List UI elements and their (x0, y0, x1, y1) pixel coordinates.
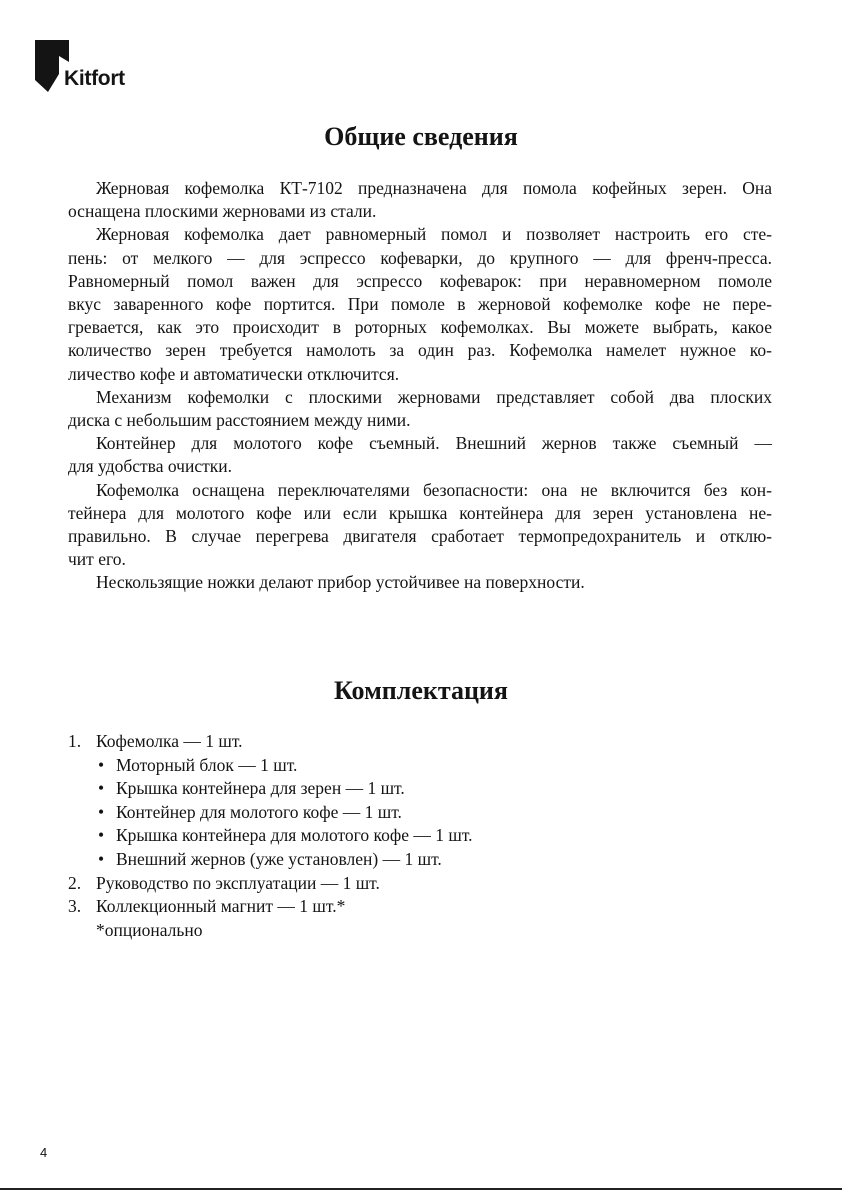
kit-subitem (68, 777, 772, 801)
brand-logo (35, 40, 155, 96)
kit-list (68, 730, 772, 942)
paragraph-line: Механизм кофемолки с плоскими жерновами представляет собой два плоских (96, 386, 772, 407)
paragraph-line: оснащена плоскими жерновами из стали. (68, 201, 377, 222)
item-text: Моторный блок — 1 шт. (116, 754, 298, 775)
paragraph-line: Нескользящие ножки делают прибор устойчивее на поверхности. (96, 572, 585, 593)
bottom-rule (0, 1188, 842, 1190)
paragraph-line: пень: от мелкого — для эспрессо кофеварки, до крупного — для френч-пресса. (68, 247, 772, 268)
kit-item (68, 872, 772, 896)
paragraph-line: чит его. (68, 549, 126, 570)
paragraph-line: вкус заваренного кофе портится. При помоле в жерновой кофемолке кофе не пере- (68, 294, 772, 315)
paragraph (68, 223, 772, 385)
item-text: Внешний жернов (уже установлен) — 1 шт. (116, 848, 442, 869)
kit-subitem (68, 801, 772, 825)
kit-subitem (68, 848, 772, 872)
brand-name: Kitfort (64, 67, 125, 90)
item-text: Руководство по эксплуатации — 1 шт. (96, 872, 380, 893)
paragraph (68, 432, 772, 478)
kit-item (68, 895, 772, 919)
paragraph-line: Контейнер для молотого кофе съемный. Внешний жернов также съемный — (96, 433, 772, 454)
item-text: Кофемолка — 1 шт. (96, 731, 243, 751)
paragraph-line: Равномерный помол важен для эспрессо кофеварок: при неравномерном помоле (68, 270, 772, 291)
paragraph (68, 479, 772, 572)
general-body (68, 177, 772, 595)
item-number: 3. (68, 896, 82, 917)
paragraph-line: количество зерен требуется намолоть за один раз. Кофемолка намелет нужное ко- (68, 340, 772, 361)
paragraph-line: Кофемолка оснащена переключателями безопасности: она не включится без кон- (96, 479, 772, 500)
item-text: Крышка контейнера для молотого кофе — 1 шт. (116, 825, 473, 846)
paragraph-line: гревается, как это происходит в роторных кофемолках. Вы можете выбрать, какое (68, 317, 772, 338)
paragraph-line: Жерновая кофемолка КТ-7102 предназначена для помола кофейных зерен. Она (96, 178, 772, 198)
item-text: Контейнер для молотого кофе — 1 шт. (116, 801, 402, 822)
bullet-icon: • (98, 825, 105, 846)
item-text: Коллекционный магнит — 1 шт.* (96, 896, 346, 917)
paragraph-line: личество кофе и автоматически отключится. (68, 363, 400, 384)
kit-subitem (68, 824, 772, 848)
optional-note: *опционально (96, 919, 203, 940)
item-text: Крышка контейнера для зерен — 1 шт. (116, 778, 405, 799)
section-title-general: Общие сведения (324, 122, 518, 151)
item-number: 1. (68, 731, 82, 751)
bullet-icon: • (98, 801, 105, 822)
paragraph-line: тейнера для молотого кофе или если крышка контейнера для зерен установлена не- (68, 502, 772, 523)
paragraph-line: Жерновая кофемолка дает равномерный помол и позволяет настроить его сте- (96, 224, 772, 245)
kit-subitem (68, 754, 772, 778)
bullet-icon: • (98, 754, 105, 775)
paragraph-line: для удобства очистки. (68, 456, 232, 477)
kit-item (68, 730, 772, 754)
page-number: 4 (40, 1145, 48, 1160)
paragraph (68, 177, 772, 223)
section-title-kit: Комплектация (334, 676, 508, 705)
bullet-icon: • (98, 778, 105, 799)
bullet-icon: • (98, 848, 105, 869)
paragraph (68, 386, 772, 432)
paragraph (68, 571, 772, 594)
item-number: 2. (68, 872, 82, 893)
paragraph-line: правильно. В случае перегрева двигателя сработает термопредохранитель и отклю- (68, 526, 772, 547)
paragraph-line: диска с небольшим расстоянием между ними. (68, 410, 411, 431)
